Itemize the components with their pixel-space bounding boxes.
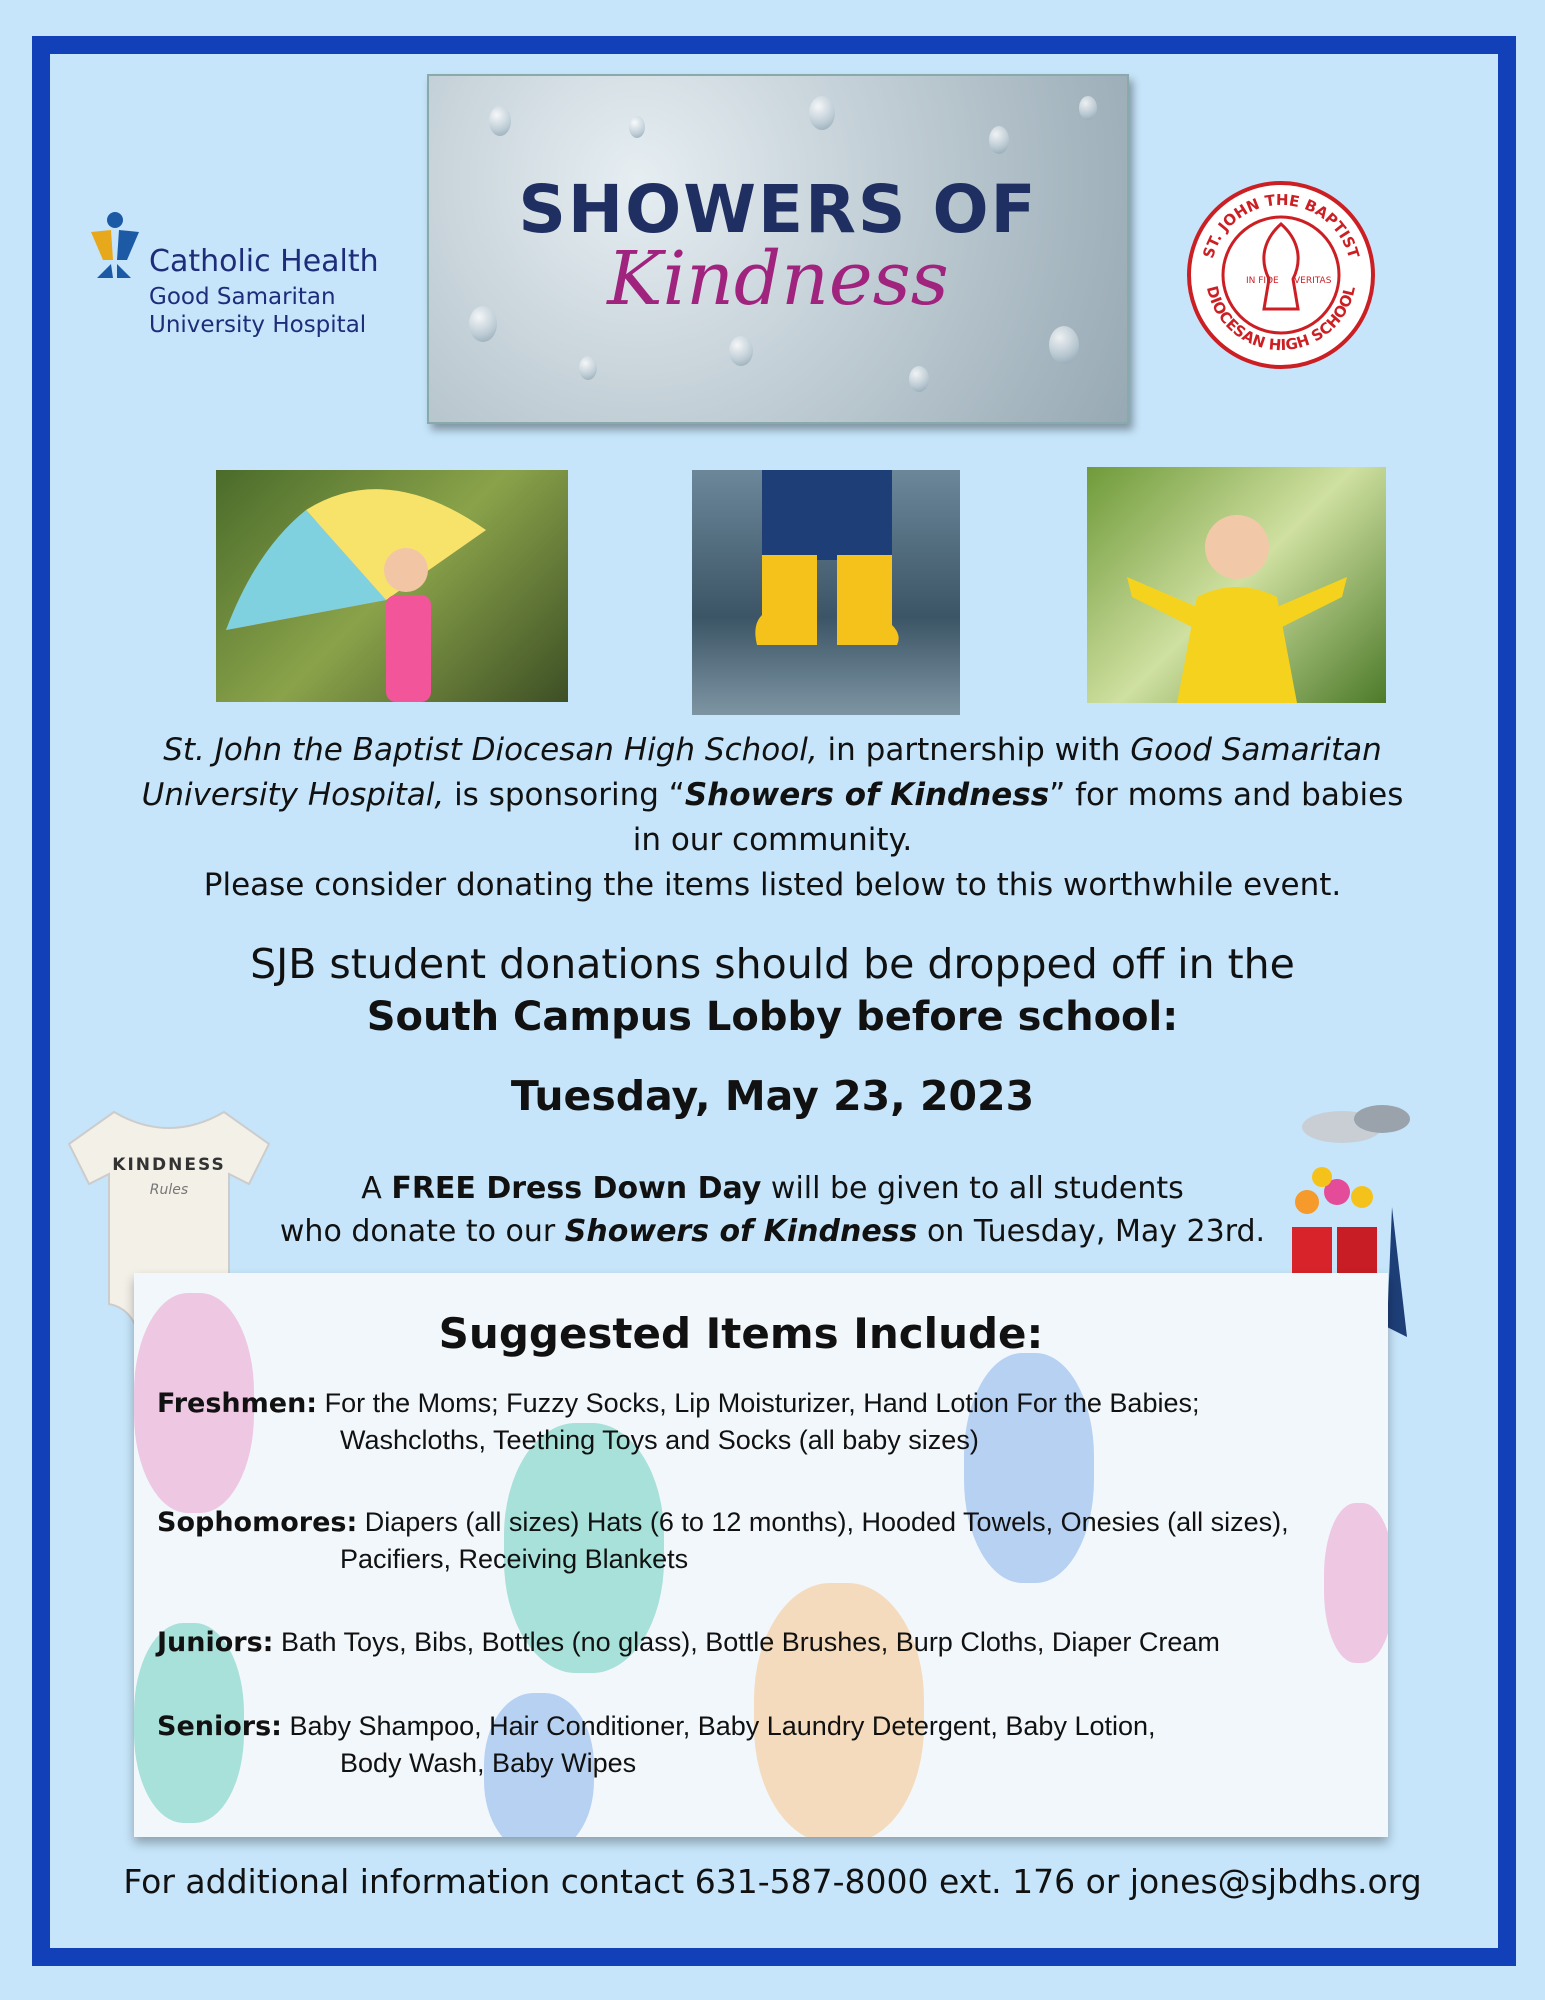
seal-top-text: ST. JOHN THE BAPTIST — [1199, 190, 1363, 261]
free-dress-line-2: who donate to our Showers of Kindness on Tuesday, May 23rd. — [279, 1214, 1266, 1249]
dropoff-line-2: South Campus Lobby before school: — [366, 994, 1179, 1040]
sjb-school-seal — [1184, 179, 1378, 370]
seal-right-motto: VERITAS — [1294, 276, 1332, 286]
contact-footer — [0, 1862, 1545, 1901]
intro-line-2: University Hospital, is sponsoring “Showers of Kindness” for moms and babies — [141, 777, 1404, 813]
intro-line-3: in our community. — [632, 822, 913, 858]
logo-subtitle-1: Good Samaritan — [149, 284, 336, 310]
items-row-seniors: Seniors: Baby Shampoo, Hair Conditioner, Baby Laundry Detergent, Baby Lotion, Body Wash, Baby Wipes — [157, 1711, 1156, 1778]
items-row-sophomores: Sophomores: Diapers (all sizes) Hats (6 to 12 months), Hooded Towels, Onesies (all sizes), Pacifiers, Receiving Blankets — [157, 1507, 1289, 1574]
contact-text: For additional information contact 631-587-8000 ext. 176 or — [123, 1862, 1130, 1901]
showers-of-kindness-banner — [427, 74, 1129, 424]
banner-title: SHOWERS OF — [518, 171, 1038, 248]
catholic-health-logo — [89, 210, 389, 340]
photo-yellow-rain-boots — [692, 470, 960, 715]
logo-title: Catholic Health — [149, 244, 379, 279]
seal-left-motto: IN FIDE — [1246, 276, 1279, 286]
intro-line-4: Please consider donating the items listed below to this worthwhile event. — [203, 867, 1342, 903]
dropoff-line-1: SJB student donations should be dropped off in the — [250, 940, 1295, 988]
contact-email-link[interactable]: jones@sjbdhs.org — [1129, 1862, 1422, 1901]
banner-subtitle: Kindness — [607, 236, 949, 322]
photo-child-in-raincoat — [1087, 467, 1386, 703]
photo-girl-with-umbrella — [216, 470, 568, 702]
free-dress-line-1: A FREE Dress Down Day will be given to all students — [361, 1171, 1184, 1206]
seal-bottom-text: DIOCESAN HIGH SCHOOL — [1202, 284, 1359, 355]
catholic-health-figure-icon — [89, 210, 139, 280]
suggested-items-heading: Suggested Items Include: — [438, 1309, 1044, 1358]
suggested-items-panel — [134, 1273, 1388, 1837]
onesie-text-kindness: KINDNESS — [112, 1155, 226, 1175]
onesie-text-rules: Rules — [149, 1182, 189, 1198]
items-row-freshmen: Freshmen: For the Moms; Fuzzy Socks, Lip Moisturizer, Hand Lotion For the Babies; Washcloths, Teething Toys and Socks (all baby sizes) — [157, 1388, 1200, 1455]
items-row-juniors: Juniors: Bath Toys, Bibs, Bottles (no glass), Bottle Brushes, Burp Cloths, Diaper Cream — [157, 1627, 1220, 1658]
event-date: Tuesday, May 23, 2023 — [510, 1072, 1035, 1120]
logo-subtitle-2: University Hospital — [149, 312, 367, 338]
intro-line-1: St. John the Baptist Diocesan High School, in partnership with Good Samaritan — [163, 732, 1382, 768]
